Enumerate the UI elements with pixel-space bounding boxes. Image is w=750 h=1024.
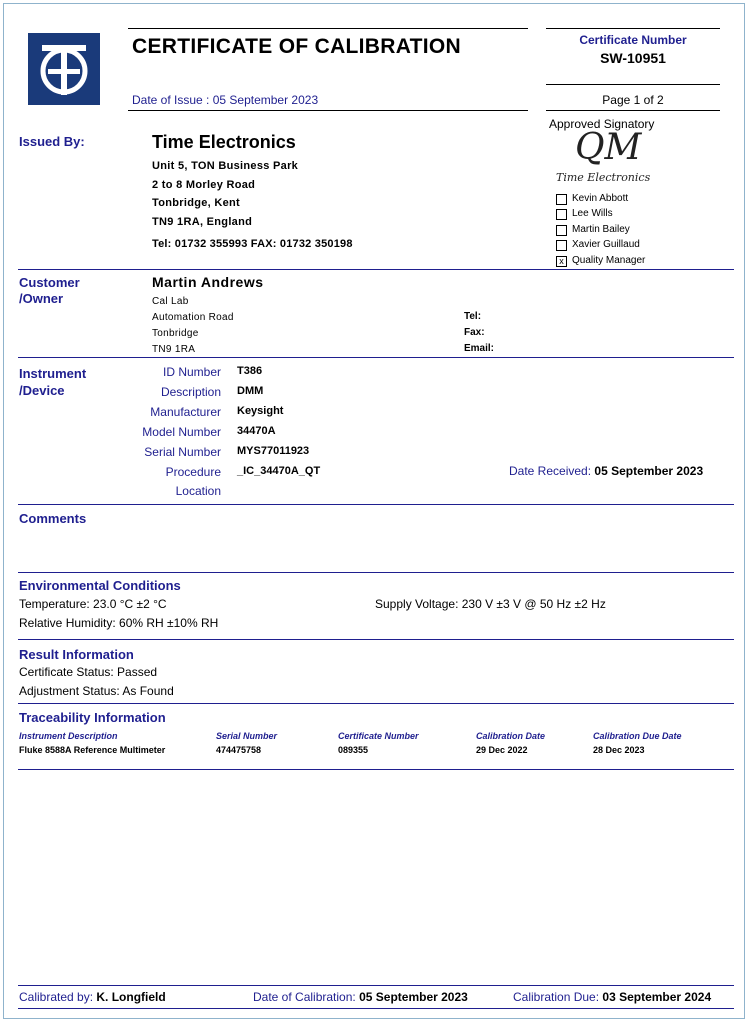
cert-box-bottom-rule	[546, 110, 720, 111]
signature-caption: Time Electronics	[556, 171, 651, 184]
footer-bottom-rule	[18, 1008, 734, 1009]
customer-name: Martin Andrews	[152, 274, 264, 290]
cert-box-mid-rule	[546, 84, 720, 85]
section-divider	[18, 572, 734, 573]
header-bottom-rule	[128, 110, 528, 111]
temperature-text: Temperature: 23.0 °C ±2 °C	[19, 597, 167, 611]
humidity-text: Relative Humidity: 60% RH ±10% RH	[19, 616, 219, 630]
issuer-address-line: 2 to 8 Morley Road	[152, 179, 256, 191]
section-divider	[18, 703, 734, 704]
description-label: Description	[160, 385, 221, 399]
col-header-certificate: Certificate Number	[338, 731, 419, 741]
signatory-option: Xavier Guillaud	[572, 239, 640, 250]
issued-by-label: Issued By:	[19, 134, 85, 149]
traceability-label: Traceability Information	[19, 710, 166, 725]
signatory-checkbox[interactable]	[556, 225, 567, 236]
date-of-issue: Date of Issue : 05 September 2023	[132, 93, 319, 107]
section-divider	[18, 504, 734, 505]
section-divider	[18, 769, 734, 770]
environmental-label: Environmental Conditions	[19, 578, 181, 593]
signatory-option: Kevin Abbott	[572, 193, 629, 204]
device-label: /Device	[19, 383, 65, 398]
model-number-value: 34470A	[237, 425, 276, 437]
issuer-company: Time Electronics	[152, 132, 296, 152]
signatory-checkbox[interactable]	[556, 194, 567, 205]
signatory-checkbox[interactable]	[556, 209, 567, 220]
procedure-value: _IC_34470A_QT	[237, 465, 321, 477]
signature-image: QM	[575, 127, 642, 168]
issuer-phone-fax: Tel: 01732 355993 FAX: 01732 350198	[152, 238, 353, 250]
serial-number-label: Serial Number	[144, 445, 221, 459]
signatory-option: Quality Manager	[572, 255, 646, 266]
issuer-address-line: TN9 1RA, England	[152, 216, 253, 228]
trace-cell: 28 Dec 2023	[593, 745, 645, 755]
signatory-option: Lee Wills	[572, 208, 613, 219]
col-header-due-date: Calibration Due Date	[593, 731, 682, 741]
owner-label: /Owner	[19, 291, 64, 306]
adjustment-status: Adjustment Status: As Found	[19, 684, 174, 698]
serial-number-value: MYS77011923	[237, 445, 310, 457]
customer-address-line: Automation Road	[152, 312, 234, 323]
id-number-label: ID Number	[162, 365, 221, 379]
footer-top-rule	[18, 985, 734, 986]
date-received: Date Received: 05 September 2023	[509, 464, 704, 478]
col-header-serial: Serial Number	[216, 731, 278, 741]
customer-label: Customer	[19, 275, 80, 290]
trace-cell: Fluke 8588A Reference Multimeter	[19, 745, 166, 755]
signatory-option: Martin Bailey	[572, 224, 630, 235]
page-number: Page 1 of 2	[602, 93, 664, 107]
model-number-label: Model Number	[142, 425, 221, 439]
section-divider	[18, 357, 734, 358]
certificate-number-label: Certificate Number	[579, 33, 687, 47]
instrument-label: Instrument	[19, 366, 87, 381]
manufacturer-label: Manufacturer	[150, 405, 221, 419]
tel-label: Tel:	[464, 311, 482, 322]
id-number-value: T386	[237, 365, 263, 377]
date-of-calibration: Date of Calibration: 05 September 2023	[253, 990, 468, 1004]
certificate-status: Certificate Status: Passed	[19, 665, 158, 679]
description-value: DMM	[237, 385, 264, 397]
header-top-rule	[128, 28, 528, 29]
cert-box-top-rule	[546, 28, 720, 29]
supply-voltage-text: Supply Voltage: 230 V ±3 V @ 50 Hz ±2 Hz	[375, 597, 606, 611]
result-label: Result Information	[19, 647, 134, 662]
col-header-cal-date: Calibration Date	[476, 731, 546, 741]
issuer-address-line: Tonbridge, Kent	[152, 197, 241, 209]
procedure-label: Procedure	[165, 465, 221, 479]
trace-cell: 089355	[338, 745, 369, 755]
issuer-address-line: Unit 5, TON Business Park	[152, 160, 299, 172]
email-label: Email:	[464, 343, 495, 354]
customer-address-line: Tonbridge	[152, 328, 199, 339]
customer-address-line: TN9 1RA	[152, 344, 196, 355]
manufacturer-value: Keysight	[237, 405, 284, 417]
time-electronics-logo-icon	[28, 33, 100, 105]
fax-label: Fax:	[464, 327, 485, 338]
certificate-number: SW-10951	[600, 50, 666, 66]
calibration-due: Calibration Due: 03 September 2024	[513, 990, 712, 1004]
certificate-title: CERTIFICATE OF CALIBRATION	[132, 35, 461, 58]
location-label: Location	[175, 484, 221, 498]
trace-cell: 474475758	[216, 745, 262, 755]
section-divider	[18, 639, 734, 640]
approved-signatory-label: Approved Signatory	[549, 117, 655, 131]
signatory-checkbox[interactable]	[556, 240, 567, 251]
comments-label: Comments	[19, 511, 87, 526]
col-header-instrument: Instrument Description	[19, 731, 118, 741]
customer-address-line: Cal Lab	[152, 296, 189, 307]
calibrated-by: Calibrated by: K. Longfield	[19, 990, 166, 1004]
trace-cell: 29 Dec 2022	[476, 745, 528, 755]
signatory-checkbox-checked[interactable]: x	[556, 256, 567, 267]
section-divider	[18, 269, 734, 270]
